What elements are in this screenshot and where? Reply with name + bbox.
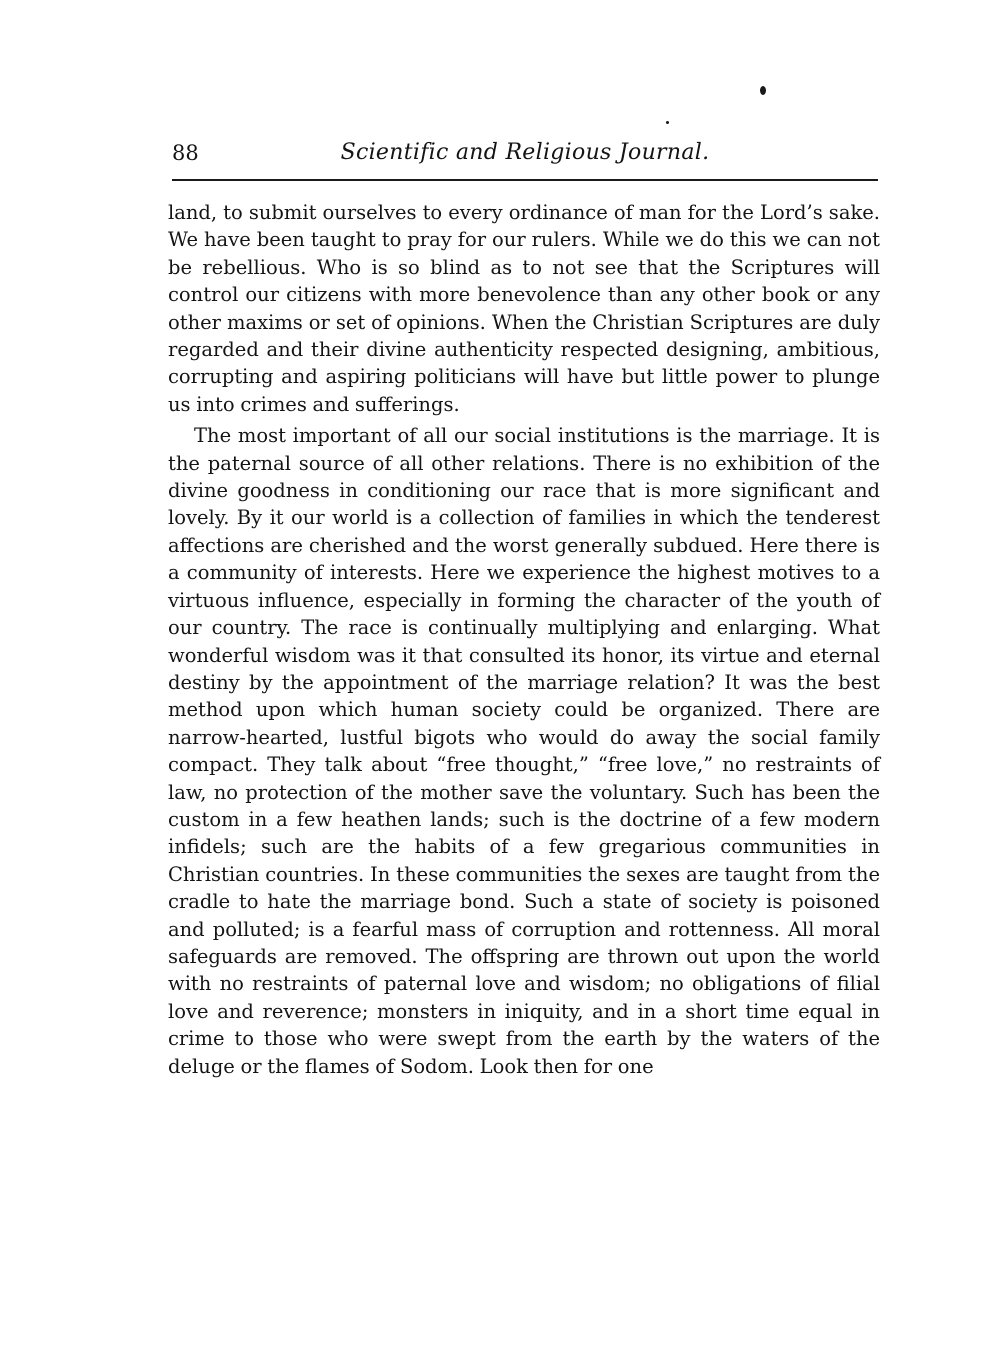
- page-header: [172, 138, 878, 174]
- ink-speck: [666, 121, 669, 124]
- paragraph: The most important of all our social institutions is the marriage. It is the paternal source of all other relations. There is no exhibition of the divine goodness in conditioning our race that is more significant and lovely. By it our world is a collection of families in which the tenderest affections are cherished and the worst generally subdued. Here there is a community of interests. Here we experience the highest motives to a virtuous influence, especially in forming the character of the youth of our country. The race is continually multiplying and enlarging. What wonderful wisdom was it that consulted its honor, its virtue and eternal destiny by the appointment of the marriage relation? It was the best method upon which human society could be organized. There are narrow-hearted, lustful bigots who would do away the social family compact. They talk about “free thought,” “free love,” no restraints of law, no protection of the mother save the voluntary. Such has been the custom in a few heathen lands; such is the doctrine of a few modern infidels; such are the habits of a few gregarious communities in Christian countries. In these communities the sexes are taught from the cradle to hate the marriage bond. Such a state of society is poisoned and polluted; is a fearful mass of corruption and rottenness. All moral safeguards are removed. The offspring are thrown out upon the world with no restraints of paternal love and wisdom; no obligations of filial love and reverence; monsters in iniquity, and in a short time equal in crime to those who were swept from the earth by the waters of the deluge or the flames of Sodom. Look then for one: [168, 424, 880, 1078]
- running-title: Scientific and Religious Journal.: [340, 140, 710, 165]
- paragraph: land, to submit ourselves to every ordinance of man for the Lord’s sake. We have been taught to pray for our rulers. While we do this we can not be rebellious. Who is so blind as to not see that the Scriptures will control our citizens with more benevolence than any other book or any other maxims or set of opinions. When the Christian Scriptures are duly regarded and their divine authenticity respected designing, ambitious, corrupting and aspiring politicians will have but little power to plunge us into crimes and sufferings.: [168, 201, 880, 416]
- body-text: [168, 199, 880, 1080]
- header-rule: [172, 179, 878, 181]
- page-number: 88: [172, 141, 199, 165]
- ink-speck: [760, 86, 766, 95]
